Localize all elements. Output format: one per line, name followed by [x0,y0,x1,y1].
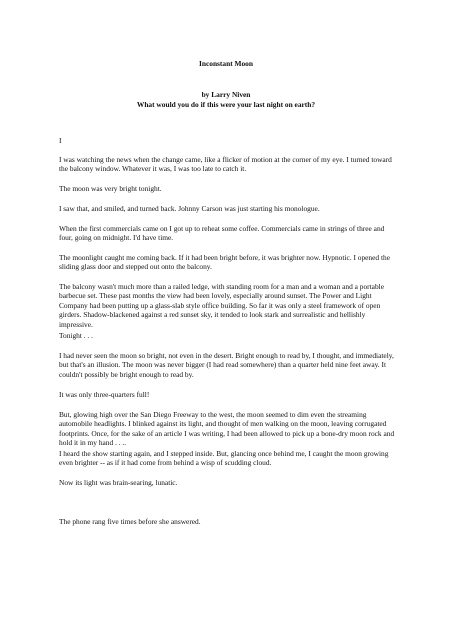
paragraph-text: I had never seen the moon so bright, not even in the desert. Bright enough to read by, I thought, and immediately, but that's an illusion. The moon was never bigger (I had read somewhere) than a quarter held nine feet away. It couldn't possibly be bright enough to read by. [59,351,394,379]
document-title: Inconstant Moon [198,59,253,68]
paragraph-text: But, glowing high over the San Diego Freeway to the west, the moon seemed to dim even the streaming automobile headlights. I blinked against its light, and thought of men walking on the moon, leaving corrugated footprints. Once, for the sake of an article I was writing, I had been allowed to pick up a bone-dry moon rock and hold it in my hand . . .. [59,410,395,448]
paragraph-text: The moonlight caught me coming back. If it had been bright before, it was brighter now. Hypnotic. I opened the sliding glass door and stepped out onto the balcony. [59,253,390,272]
paragraph-6 [59,282,399,329]
paragraph-text: The balcony wasn't much more than a railed ledge, with standing room for a man and a woman and a portable barbecue set. These past months the view had been lovely, especially around sunset. The Power and Light Company had been putting up a glass-slab style office building. So far it was only a steel framework of open girders. Shadow-blackened against a red sunset sky, it tended to look stark and surrealistic and hellishly impressive. [59,282,384,329]
paragraph-text: I was watching the news when the change came, like a flicker of motion at the corner of my eye. I turned toward the balcony window. Whatever it was, I was too late to catch it. [59,155,392,174]
paragraph-10 [59,410,399,448]
paragraph-5 [59,253,399,272]
paragraph-11 [59,449,399,468]
paragraph-12 [59,478,399,487]
paragraph-text: Now its light was brain-searing, lunatic. [59,478,178,487]
paragraph-7 [59,331,399,340]
paragraph-text: The moon was very bright tonight. [59,184,162,193]
paragraph-1 [59,155,399,174]
author-byline: by Larry Niven [201,90,251,99]
paragraph-3 [59,204,399,213]
paragraph-text: The phone rang five times before she answered. [59,517,201,526]
paragraph-13 [59,517,399,526]
section-number [59,136,399,145]
paragraph-text: It was only three-quarters full! [59,390,150,399]
paragraph-text: I saw that, and smiled, and turned back. Johnny Carson was just starting his monologue. [59,204,320,213]
document-subtitle: What would you do if this were your last night on earth? [136,100,316,109]
paragraph-9 [59,390,399,399]
paragraph-text: Tonight . . . [59,331,93,340]
section-number-text: I [59,136,62,145]
paragraph-text: I heard the show starting again, and I stepped inside. But, glancing once behind me, I caught the moon growing even brighter -- as if it had come from behind a wisp of scudding cloud. [59,449,389,468]
paragraph-8 [59,351,399,379]
paragraph-text: When the first commercials came on I got up to reheat some coffee. Commercials came in strings of three and four, going on midnight. I'd have time. [59,224,385,243]
paragraph-2 [59,184,399,193]
paragraph-4 [59,224,399,243]
